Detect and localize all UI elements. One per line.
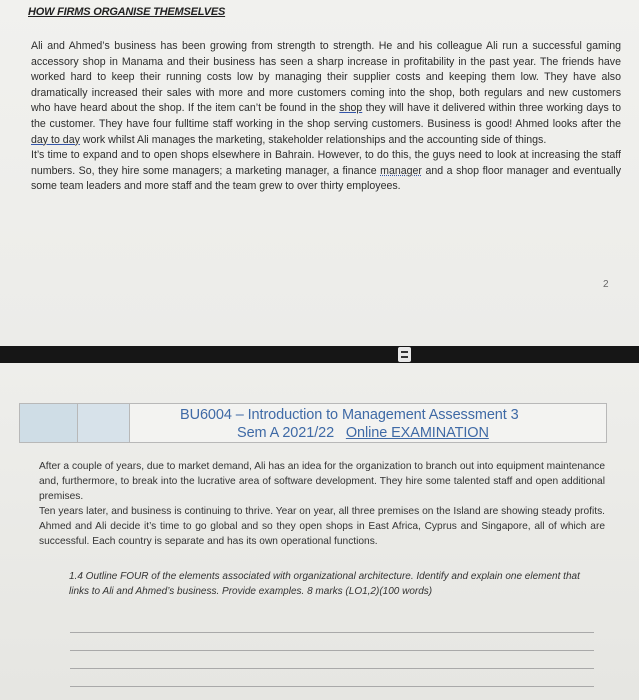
case-study-text [31,39,621,195]
underlined-phrase-day-to-day: day to day [31,133,80,146]
exam-subtitle [237,425,489,441]
answer-line [70,668,594,669]
header-cell-shaded [78,404,130,442]
scenario-paragraph-1: After a couple of years, due to market demand, Ali has an idea for the organization to branch out into equipment maintenance and, furthermore, to break into the lucrative area of software development. They hire some talented staff and open additional premises. [39,461,605,502]
case-text-part: they will have it delivered within three working days to the customer. They have four fulltime staff working in the shop serving customers. Business is good! Ahmed looks after the [31,102,622,130]
exam-question: 1.4 Outline FOUR of the elements associated with organizational architecture. Identify and explain one element that links to Ali and Ahmed’s business. Provide examples. 8 marks (LO1,2)(100 words) [69,571,580,597]
upper-document-page [0,0,639,346]
dotted-underline-word-manager: manager [380,164,422,177]
case-paragraph-1 [31,39,621,148]
case-text-part: Ali and Ahmed’s business has been growing from strength to strength. He and his colleague Ali run a successful gaming accessory shop in Manama and their business has seen a sharp increase in profitability in the past year. The friends have worked hard to keep their running costs low by managing their supplier costs and keeping them low. They have also dramatically increased their sales with more and more customers coming into the shop, both regulars and new customers who have heard about the shop. If the item can’t be found in the [31,40,621,115]
exam-header-table [19,403,607,443]
case-paragraph-2 [31,148,621,195]
underlined-word-shop: shop [339,102,363,115]
page-break-handle-icon[interactable] [398,347,411,362]
page-break-bar [0,346,639,363]
case-text-part: It’s time to expand and to open shops elsewhere in Bahrain. However, to do this, the guys need to look at increasing the staff numbers. So, they hire some managers; a marketing manager, a finance [31,149,621,177]
section-heading: HOW FIRMS ORGANISE THEMSELVES [28,6,226,18]
answer-line [70,650,594,651]
case-text-part: work whilst Ali manages the marketing, stakeholder relationships and the accounting side of things. [82,133,547,146]
answer-line [70,632,594,633]
scenario-paragraph-2: Ten years later, and business is continuing to thrive. Year on year, all three premises on the Island are showing steady profits. Ahmed and Ali decide it’s time to go global and so they open shops in East Africa, Cyprus and Singapore, all of which are successful. Each country is separate and has its own operational functions. [39,506,605,547]
case-text-part: and a shop floor manager and eventually some team leaders and more staff and the team grew to over thirty employees. [31,164,621,193]
scenario-text [39,459,605,549]
answer-line [70,686,594,687]
exam-mode: Online EXAMINATION [345,425,489,441]
exam-title: BU6004 – Introduction to Management Assessment 3 [180,407,519,423]
exam-semester: Sem A 2021/22 [237,425,335,441]
header-cell-title [130,404,606,442]
header-cell-shaded [20,404,78,442]
page-number: 2 [603,279,609,290]
